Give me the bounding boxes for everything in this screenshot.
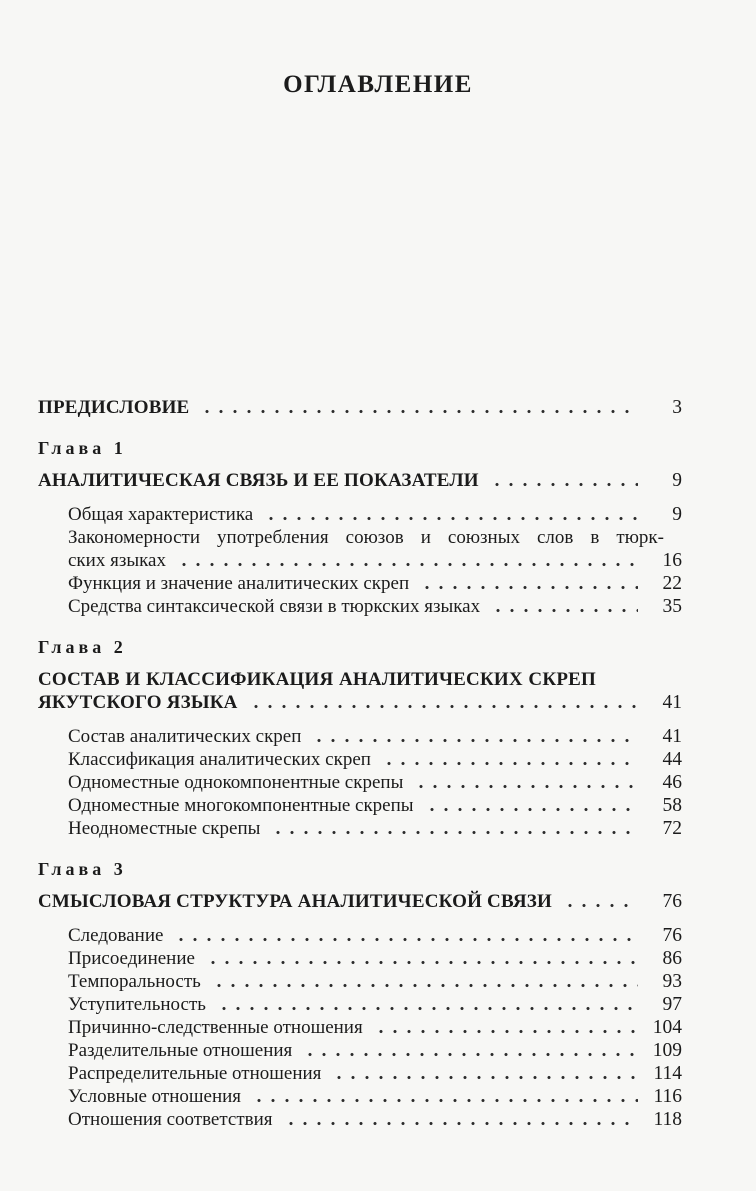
toc-entry <box>38 469 682 492</box>
page-number: 116 <box>653 1086 682 1107</box>
dot-leader <box>217 1005 638 1012</box>
page-number: 114 <box>653 1063 682 1084</box>
page-number: 72 <box>662 818 682 839</box>
toc-entry-line <box>38 469 682 492</box>
toc-entry <box>38 890 682 913</box>
toc-entry-line <box>68 595 682 618</box>
toc-entry <box>38 771 682 794</box>
dot-leader <box>425 806 638 813</box>
dot-leader <box>312 737 638 744</box>
page-number: 76 <box>662 925 682 946</box>
toc-entry-title: Средства синтаксической связи в тюркских языках <box>68 596 481 617</box>
toc-entry-line <box>68 572 682 595</box>
page-number: 104 <box>652 1017 682 1038</box>
toc-entry-line <box>68 817 682 840</box>
dot-leader <box>271 829 638 836</box>
toc-entry <box>38 924 682 947</box>
toc-entry-title: Присоединение <box>68 948 195 969</box>
toc-entry-title: Следование <box>68 925 164 946</box>
dot-leader <box>420 584 638 591</box>
page-number: 97 <box>662 994 682 1015</box>
toc-entry <box>38 396 682 419</box>
toc-entry-title: Условные отношения <box>68 1086 242 1107</box>
dot-leader <box>374 1028 638 1035</box>
page-number: 16 <box>662 550 682 571</box>
toc-entry-title: Распределительные отношения <box>68 1063 322 1084</box>
toc-entry <box>38 572 682 595</box>
toc-entry-title: Причинно-следственные отношения <box>68 1017 363 1038</box>
toc-entry <box>38 947 682 970</box>
dot-leader <box>563 902 638 909</box>
toc-entry-line <box>68 1085 682 1108</box>
toc-entry-title: АНАЛИТИЧЕСКАЯ СВЯЗЬ И ЕЕ ПОКАЗАТЕЛИ <box>38 470 479 491</box>
toc-entry <box>38 526 682 572</box>
page-number: 22 <box>662 573 682 594</box>
page-number: 86 <box>662 948 682 969</box>
toc-entry-title: Разделительные отношения <box>68 1040 293 1061</box>
toc-chapter-label <box>38 437 682 460</box>
toc-entry-title: Функция и значение аналитических скреп <box>68 573 410 594</box>
page-title: ОГЛАВЛЕНИЕ <box>283 71 473 98</box>
toc-entry-title: СМЫСЛОВАЯ СТРУКТУРА АНАЛИТИЧЕСКОЙ СВЯЗИ <box>38 891 553 912</box>
toc-entry <box>38 1062 682 1085</box>
toc-entry-line <box>68 1062 682 1085</box>
toc-entry <box>38 993 682 1016</box>
toc-chapter-label <box>38 858 682 881</box>
dot-leader <box>284 1120 638 1127</box>
toc-list <box>38 396 682 1131</box>
page-number: 9 <box>672 470 682 491</box>
toc-entry-title: Неодноместные скрепы <box>68 818 261 839</box>
page-number: 109 <box>652 1040 682 1061</box>
toc-entry-line <box>68 1108 682 1131</box>
toc-entry <box>38 817 682 840</box>
toc-entry <box>38 794 682 817</box>
toc-entry-title: ПРЕДИСЛОВИЕ <box>38 397 190 418</box>
toc-entry-line <box>38 396 682 419</box>
dot-leader <box>174 936 638 943</box>
page-number: 3 <box>672 397 682 418</box>
toc-entry-title: ских языках <box>68 550 166 571</box>
toc-entry <box>38 503 682 526</box>
toc-entry-title: ЯКУТСКОГО ЯЗЫКА <box>38 692 238 713</box>
toc-entry-line <box>68 794 682 817</box>
toc-entry-line <box>68 947 682 970</box>
toc-entry-line <box>68 771 682 794</box>
toc-entry <box>38 1039 682 1062</box>
dot-leader <box>252 1097 638 1104</box>
page-number: 93 <box>662 971 682 992</box>
toc-entry <box>38 1016 682 1039</box>
toc-entry-line <box>68 725 682 748</box>
toc-entry-line <box>68 924 682 947</box>
dot-leader <box>212 982 638 989</box>
dot-leader <box>332 1074 638 1081</box>
toc-entry-title: Одноместные однокомпонентные скрепы <box>68 772 404 793</box>
toc-entry-title: Одноместные многокомпонентные скрепы <box>68 795 414 816</box>
page-number: 44 <box>662 749 682 770</box>
toc-entry-title: Уступительность <box>68 994 206 1015</box>
dot-leader <box>414 783 638 790</box>
toc-entry-line <box>68 503 682 526</box>
toc-entry-line <box>68 1016 682 1039</box>
dot-leader <box>490 481 638 488</box>
dot-leader <box>303 1051 638 1058</box>
toc-entry <box>38 725 682 748</box>
page-number: 58 <box>662 795 682 816</box>
dot-leader <box>491 607 638 614</box>
page-number: 35 <box>662 596 682 617</box>
dot-leader <box>177 561 638 568</box>
chapter-label-text: Глава 2 <box>38 637 127 657</box>
toc-entry-wrap-line: Закономерности употребления союзов и союзных слов в тюрк- <box>68 527 664 548</box>
page-number: 118 <box>653 1109 682 1130</box>
dot-leader <box>249 703 638 710</box>
toc-entry-title: Состав аналитических скреп <box>68 726 302 747</box>
toc-entry-line <box>38 890 682 913</box>
dot-leader <box>382 760 638 767</box>
toc-entry-line <box>68 1039 682 1062</box>
toc-entry-line <box>68 748 682 771</box>
chapter-label-text: Глава 3 <box>38 859 127 879</box>
toc-entry-line <box>68 970 682 993</box>
toc-entry-wrap-line: СОСТАВ И КЛАССИФИКАЦИЯ АНАЛИТИЧЕСКИХ СКРЕП <box>38 669 596 690</box>
page-number: 76 <box>662 891 682 912</box>
page-number: 46 <box>662 772 682 793</box>
toc-entry <box>38 1108 682 1131</box>
toc-entry <box>38 1085 682 1108</box>
toc-entry <box>38 668 682 714</box>
chapter-label-text: Глава 1 <box>38 438 127 458</box>
toc-entry-line <box>38 691 682 714</box>
toc-entry-line <box>68 549 682 572</box>
toc-entry-line <box>68 993 682 1016</box>
toc-entry <box>38 748 682 771</box>
dot-leader <box>264 515 638 522</box>
toc-entry <box>38 970 682 993</box>
toc-entry-title: Общая характеристика <box>68 504 254 525</box>
toc-entry-title: Темпоральность <box>68 971 201 992</box>
page-number: 41 <box>662 726 682 747</box>
dot-leader <box>206 959 638 966</box>
toc-entry-title: Отношения соответствия <box>68 1109 273 1130</box>
page-number: 9 <box>672 504 682 525</box>
dot-leader <box>200 408 638 415</box>
toc-entry-title: Классификация аналитических скреп <box>68 749 371 770</box>
page-number: 41 <box>662 692 682 713</box>
toc-entry <box>38 595 682 618</box>
toc-chapter-label <box>38 636 682 659</box>
